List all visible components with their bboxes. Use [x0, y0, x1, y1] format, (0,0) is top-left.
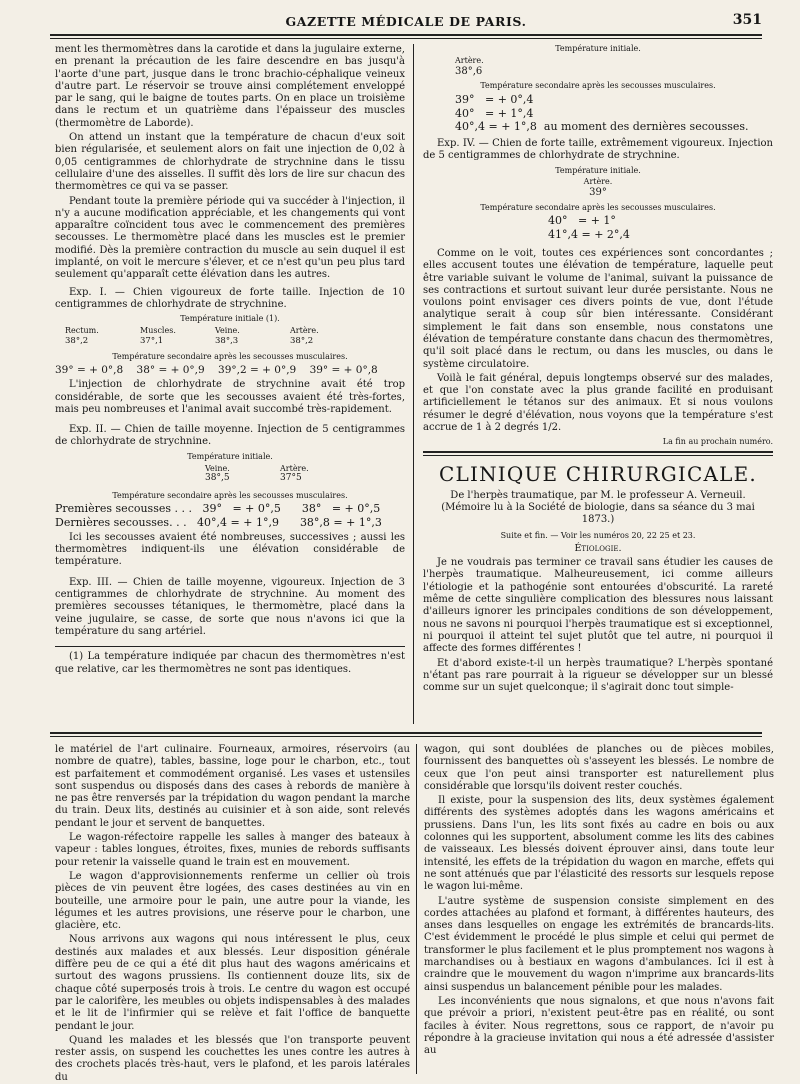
paragraph: ment les thermomètres dans la carotide et dans la jugulaire externe, en prenant la précaution de les faire descendre en bas jusqu'à l'aorte d'une part, jusque dans le tronc brachio-céphalique veineux d'autre part. Le réservoir se trouve ainsi complétement enveloppé par le sang, qui le baigne de toutes parts. On en place un troisième dans le rectum et un quatrième dans l'épaisseur des muscles (thermomètre de Laborde). [55, 44, 405, 129]
exp2-secondary-caption: Température secondaire après les secousses musculaires. [112, 490, 348, 500]
clinique-title: CLINIQUE CHIRURGICALE. [439, 462, 757, 487]
paragraph: Le wagon-réfectoire rappelle les salles à manger des bateaux à vapeur : tables longues, étroites, fixes, munies de rebords suffisants pour retenir la vaisselle quand le train est en mouvement. [55, 832, 410, 868]
page-header [50, 12, 762, 32]
experiment-4-title: Exp. IV. — Chien de forte taille, extrêmement vigoureux. Injection de 5 centigrammes de chlorhydrate de strychnine. [423, 138, 773, 162]
exp2-row: Premières secousses . . . 39° = + 0°,5 38° = + 0°,5 [55, 502, 381, 516]
exp3-initial-caption: Température initiale. [555, 44, 641, 53]
exp4-initial-value: 39° [589, 187, 607, 199]
paragraph: Voilà le fait général, depuis longtemps observé sur des malades, et que l'on constate avec la plus grande facilité en produisant artificiellement le tétanos sur des animaux. Et si nous voulons résumer le degré d'élévation, nous voyons que la température s'est accrue de 1 à 2 degrés 1/2. [423, 372, 773, 434]
exp2-initial-table [205, 464, 355, 485]
exp3-row: 39° = + 0°,4 [455, 92, 534, 106]
clinique-subtitle: De l'herpès traumatique, par M. le professeur A. Verneuil. (Mémoire lu à la Société de biologie, dans sa séance du 3 mai 1873.) [441, 489, 755, 526]
value-artere: 37°5 [280, 473, 302, 484]
column-divider [413, 44, 414, 724]
paragraph: Il existe, pour la suspension des lits, deux systèmes également différents des systèmes adoptés dans les wagons américains et prussiens. Dans l'un, les lits sont fixés au cadre en bois ou aux colonnes qui les supportent, absolument comme les lits des cabines de vaisseaux. Les blessés doivent éprouver ainsi, dans toute leur intensité, les effets de la trépidation du wagon en marche, effets qui ne sont atténués que par l'élasticité des ressorts sur lesquels repose le wagon lui-même. [424, 795, 774, 893]
column-divider-lower [416, 744, 417, 1074]
experiment-2-title: Exp. II. — Chien de taille moyenne. Injection de 5 centigrammes de chlorhydrate de strychnine. [55, 424, 405, 448]
header-rectum: Rectum. [65, 326, 99, 336]
header-muscles: Muscles. [140, 326, 176, 336]
header-veine: Veine. [215, 326, 240, 336]
exp4-row: 41°,4 = + 2°,4 [548, 228, 630, 242]
exp2-initial-caption: Température initiale. [187, 451, 273, 461]
header-artere: Artère. [290, 326, 319, 336]
paragraph: Le wagon d'approvisionnements renferme un cellier où trois pièces de vin peuvent être logées, des cases destinées au vin en bouteille, une armoire pour le pain, une autre pour la viande, les légumes et les autres provisions, une réserve pour le charbon, une glacière, etc. [55, 870, 410, 932]
paragraph: wagon, qui sont doublées de planches ou de pièces mobiles, fournissent des banquettes où s'asseyent les blessés. Le nombre de ceux que l'on peut ainsi transporter est naturellement plus considérable que lorsqu'ils doivent rester couchés. [424, 744, 774, 792]
exp1-secondary-values: 39° = + 0°,8 38° = + 0°,9 39°,2 = + 0°,9 39° = + 0°,8 [55, 364, 378, 377]
paragraph: le matériel de l'art culinaire. Fourneaux, armoires, réservoirs (au nombre de quatre), tables, bassine, loge pour le charbon, etc., tout est parfaitement et commodément organisé. Les vases et ustensiles sont suspendus ou disposés dans des cases à rebords de manière à ne pas être renversés par la trépidation du wagon pendant la marche du train. Deux lits, destinés au cuisinier et à son aide, sont relevés pendant le jour et servent de banquettes. [55, 744, 410, 829]
clinique-suite: Suite et fin. — Voir les numéros 20, 22 25 et 23. [500, 530, 696, 540]
section-rule [423, 451, 773, 456]
upper-right-column [423, 44, 773, 724]
exp3-row: 40° = + 1°,4 [455, 106, 534, 120]
lower-right-column [424, 744, 774, 1074]
paragraph: Pendant toute la première période qui va succéder à l'injection, il n'y a aucune modification appréciable, et les changements qui vont apparaître coïncident tous avec le commencement des premières secousses. Le thermomètre placé dans les muscles est le premier modifié. Dès la première contraction du muscle au sein duquel il est implanté, on voit le mercure s'élever, et ce n'est qu'un peu plus tard seulement qu'apparaît cette élévation dans les autres. [55, 195, 405, 281]
paragraph: Comme on le voit, toutes ces expériences sont concordantes ; elles accusent toutes une élévation de température, laquelle peut être variable suivant le volume de l'animal, suivant la puissance de ses contractions et surtout suivant leur durée persistante. Nous ne voulons point envisager ces divers points de vue, dont l'étude analytique serait à coup sûr bien intéressante. Considérant simplement le fait dans son ensemble, nous constatons une élévation de température constante dans chacun des thermomètres, qu'il soit placé dans le rectum, ou dans les muscles, ou dans le système circulatoire. [423, 247, 773, 370]
exp1-secondary-caption: Température secondaire après les secousses musculaires. [112, 352, 348, 362]
exp3-secondary-caption: Température secondaire après les secousses musculaires. [480, 80, 716, 90]
exp4-header-artere: Artère. [583, 177, 613, 187]
exp3-row: 40°,4 = + 1°,8 au moment des dernières secousses. [455, 120, 749, 134]
value-veine: 38°,5 [205, 473, 230, 484]
exp4-secondary-caption: Température secondaire après les secousses musculaires. [480, 202, 716, 212]
paragraph: Je ne voudrais pas terminer ce travail sans étudier les causes de l'herpès traumatique. Malheureusement, ici comme ailleurs l'étiologie et la pathogénie sont entourées d'obscurité. La rareté même de cette singulière complication des blessures nous laissant d'ailleurs ignorer les principales conditions de son développement, nous ne savons ni pourquoi l'herpès traumatique est si exceptionnel, ni pourquoi il atteint tel sujet plutôt que tel autre, ni pourquoi il affecte des formes différentes ! [423, 557, 773, 655]
exp2-row: Dernières secousses. . . 40°,4 = + 1°,9 38°,8 = + 1°,3 [55, 516, 382, 530]
upper-left-column [55, 44, 405, 724]
page-number: 351 [732, 12, 762, 28]
exp4-initial-caption: Température initiale. [555, 165, 641, 175]
paragraph: Les inconvénients que nous signalons, et que nous n'avons fait que prévoir a priori, n'existent peut-être pas en réalité, ou sont faciles à éviter. Nous regrettons, sous ce rapport, de n'avoir pu répondre à la gracieuse invitation qui nous a été adressée d'assister au [424, 995, 774, 1057]
header-rule-thin [50, 38, 762, 39]
section-divider-thin [50, 736, 762, 737]
journal-title: GAZETTE MÉDICALE DE PARIS. [285, 14, 527, 29]
value-artere: 38°,2 [290, 335, 314, 346]
header-artere: Artère. [280, 463, 309, 473]
exp1-initial-table [65, 326, 365, 346]
paragraph: Et d'abord existe-t-il un herpès traumatique? L'herpès spontané n'étant pas rare pourrait à la rigueur se développer sur un blessé comme sur un sujet quelconque; il s'agirait donc tout simple- [423, 657, 773, 694]
exp1-initial-caption: Température initiale (1). [180, 314, 280, 324]
paragraph: L'autre système de suspension consiste simplement en des cordes attachées au plafond et formant, à différentes hauteurs, des anses dans lesquelles on engage les extrémités de brancards-lits. C'est évidemment le procédé le plus simple et celui qui permet de transformer le plus facilement et le plus promptement nos wagons à marchandises ou à bestiaux en wagons d'ambulances. Ici il est à craindre que le mouvement du wagon n'imprime aux brancards-lits ainsi suspendus un balancement pénible pour les malades. [424, 895, 774, 993]
exp3-header-artere: Artère. [455, 55, 484, 65]
to-be-continued: La fin au prochain numéro. [662, 437, 773, 447]
lower-left-column [55, 744, 410, 1083]
footnote-rule [55, 646, 405, 647]
value-muscles: 37°,1 [140, 335, 164, 346]
value-rectum: 38°,2 [65, 335, 89, 346]
exp4-row: 40° = + 1° [548, 214, 616, 228]
experiment-1-title: Exp. I. — Chien vigoureux de forte taille. Injection de 10 centigrammes de chlorhydrate de strychnine. [55, 286, 405, 310]
header-rule [50, 34, 762, 36]
paragraph: Nous arrivons aux wagons qui nous intéressent le plus, ceux destinés aux malades et aux blessés. Leur disposition générale diffère peu de ce qui a été dit plus haut des wagons américains et surtout des wagons prussiens. Ils contiennent douze lits, six de chaque côté superposés trois à trois. Le centre du wagon est occupé par le calorifère, les meubles ou objets indispensables à des malades et le lit de l'infirmier qui se relève et fait l'office de banquette pendant le jour. [55, 934, 410, 1032]
clinique-section-etiologie: Étiologie. [574, 542, 622, 554]
paragraph: Quand les malades et les blessés que l'on transporte peuvent rester assis, on suspend les couchettes les unes contre les autres à des crochets placés très-haut, vers le plafond, et les parois latérales du [55, 1034, 410, 1083]
footnote: (1) La température indiquée par chacun des thermomètres n'est que relative, car les thermomètres ne sont pas identiques. [55, 651, 405, 675]
exp3-initial-value: 38°,6 [455, 65, 483, 77]
paragraph: L'injection de chlorhydrate de strychnine avait été trop considérable, de sorte que les secousses avaient été très-fortes, mais peu nombreuses et l'animal avait succombé très-rapidement. [55, 379, 405, 415]
experiment-3-title: Exp. III. — Chien de taille moyenne, vigoureux. Injection de 3 centigrammes de chlorhydrate de strychnine. Au moment des premières secousses tétaniques, le thermomètre, placé dans la veine jugulaire, se casse, de sorte que nous n'avons ici que la température du sang artériel. [55, 576, 405, 637]
paragraph: On attend un instant que la température de chacun d'eux soit bien régularisée, et seulement alors on fait une injection de 0,02 à 0,05 centigrammes de chlorhydrate de strychnine dans le tissu cellulaire d'une des aisselles. Il suffit dès lors de lire sur chacun des thermomètres ce qui va se passer. [55, 132, 405, 193]
header-veine: Veine. [205, 463, 230, 473]
section-divider [50, 732, 762, 734]
value-veine: 38°,3 [215, 335, 239, 346]
paragraph: Ici les secousses avaient été nombreuses, successives ; aussi les thermomètres indiquent-ils une élévation considérable de température. [55, 531, 405, 568]
